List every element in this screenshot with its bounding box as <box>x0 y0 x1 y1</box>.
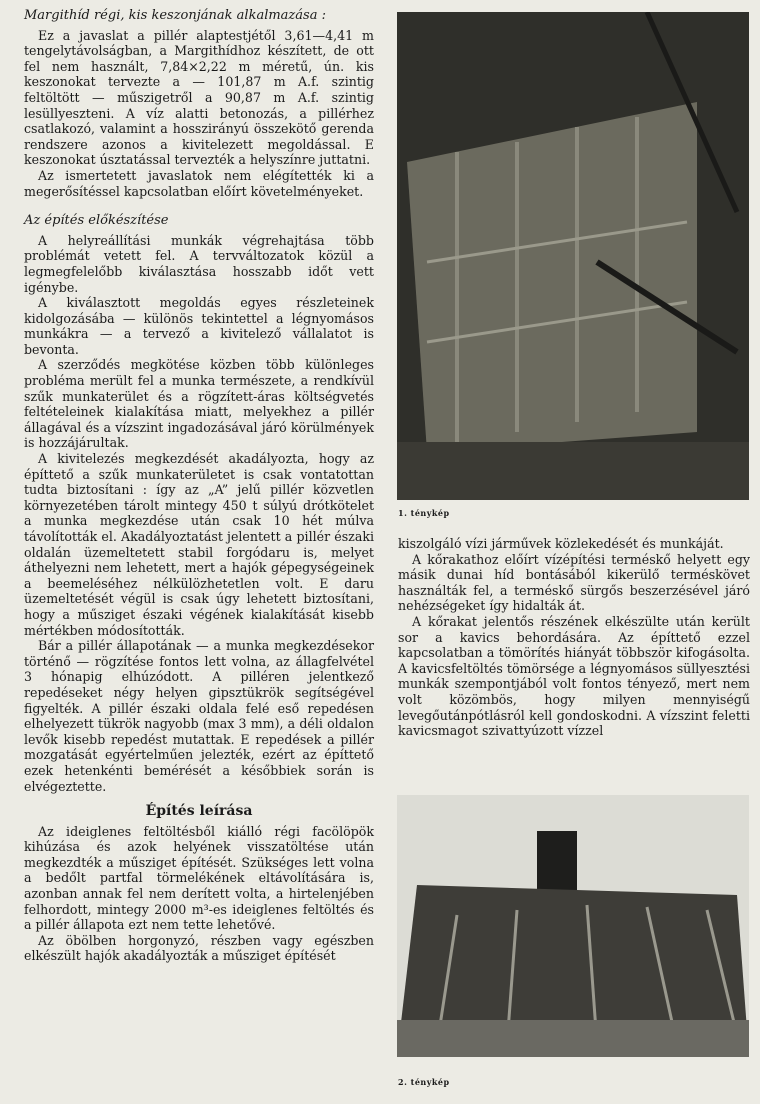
left-column <box>24 8 374 964</box>
paragraph: Ez a javaslat a pillér alaptestjétől 3,61—4,41 m tengelytávolságban, a Margithídhoz készített, de ott fel nem használt, 7,84×2,22 m méretű, ún. kis keszonokat tervezte a — 101,87 m A.f. szintig feltöltött — műszigetről a 90,87 m A.f. szintig lesüllyeszteni. A víz alatti betonozás, a pillérhez csatlakozó, valamint a hosszirányú összekötő gerenda rendszere azonos a kivitelezett megoldással. E keszonokat úsztatással tervezték a helyszínre juttatni. <box>24 27 374 168</box>
photo-2-drawing <box>397 795 749 1057</box>
paragraph: Az öbölben horgonyzó, részben vagy egészben elkészült hajók akadályozták a műsziget építését <box>24 932 374 964</box>
section-heading-preparation: Az építés előkészítése <box>24 213 169 229</box>
paragraph: A kőrakat jelentős részének elkészülte után került sor a kavics behordására. Az építtető ezzel kapcsolatban a tömörítés hiányát többször kifogásolta. A kavicsfeltöltés tömörsége a légnyomásos süllyesztési munkák szempontjából volt fontos tényező, mert nem volt közömbös, hogy milyen mennyiségű levegőutánpótlásról kell gondoskodni. A vízszint feletti kavicsmagot szivattyúzott vízzel <box>398 613 750 739</box>
paragraph: A kőrakathoz előírt vízépítési terméskő helyett egy másik dunai híd bontásából kikerülő terméskövet használták fel, a terméskő sürgős beszerzésével járó nehézségeket így hidalták át. <box>398 551 750 614</box>
section-heading-margithid: Margithíd régi, kis keszonjának alkalmazása : <box>24 8 326 23</box>
photo-2-caption: 2. ténykép <box>398 1077 450 1087</box>
photo-2-construction-photo-icon <box>397 795 749 1057</box>
paragraph: Az ideiglenes feltöltésből kiálló régi facölöpök kihúzása és azok helyének visszatöltése után megkezdték a műsziget építését. Szükséges lett volna a bedőlt partfal törmelékének eltávolítására is, azonban annak fel nem derített volta, a hirtelenjében felhordott, mintegy 2000 m³-es ideiglenes feltöltés és a pillér állapota ezt nem tette lehetővé. <box>24 823 374 933</box>
paragraph: A szerződés megkötése közben több különleges probléma merült fel a munka természete, a rendkívül szűk munkaterület és a rögzített-áras költségvetés feltételeinek kialakítása miatt, melyekhez a pillér állagával és a vízszint ingadozásával járó körülmények is hozzájárultak. <box>24 357 374 451</box>
photo-1-construction-photo-icon <box>397 12 749 500</box>
paragraph: A helyreállítási munkák végrehajtása több problémát vetett fel. A tervváltozatok közül a legmegfelelőbb kiválasztása hosszabb időt vett igénybe. <box>24 232 374 295</box>
paragraph: Az ismertetett javaslatok nem elégítették ki a megerősítéssel kapcsolatban előírt követelményeket. <box>24 167 374 199</box>
photo-1-drawing <box>397 12 749 500</box>
paragraph: A kiválasztott megoldás egyes részleteinek kidolgozásába — különös tekintettel a légnyomásos munkákra — a tervező a kivitelező vállalatot is bevonta. <box>24 295 374 357</box>
paragraph: Bár a pillér állapotának — a munka megkezdésekor történő — rögzítése fontos lett volna, az állagfelvétel 3 hónapig elhúzódott. A pilléren jelentkező repedéseket négy helyen gipsztükrök segítségével figyelték. A pillér északi oldala felé eső repedésen elhelyezett tükrök nagyobb (max 3 mm), a déli oldalon levők kisebb repedést mutattak. E repedések a pillér mozgatását egyértelműen jelezték, ezért az építtető ezek hetenkénti bemérését a későbbiek során is elvégeztette. <box>24 638 374 794</box>
section-heading-construction: Építés leírása <box>145 803 253 820</box>
paragraph: kiszolgáló vízi járművek közlekedését és munkáját. <box>398 536 724 551</box>
photo-1-caption: 1. ténykép <box>398 508 450 518</box>
paragraph: A kivitelezés megkezdését akadályozta, hogy az építtető a szűk munkaterületet is csak vontatottan tudta biztosítani : így az „A” jelű pillér közvetlen környezetében tárolt mintegy 450 t súlyú drótkötelet a munka megkezdése után csak 10 hét múlva távolították el. Akadályoztatást jelentett a pillér északi oldalán üzemeltetett stabil forgódaru is, melyet áthelyezni nem lehetett, mert a hajók gépegységeinek a beemeléséhez nélkülözhetetlen volt. E daru üzemeltetését végül is csak úgy lehetett biztosítani, hogy a műsziget északi végének kialakítását kisebb mértékben módosították. <box>24 451 374 638</box>
right-column <box>398 536 750 739</box>
